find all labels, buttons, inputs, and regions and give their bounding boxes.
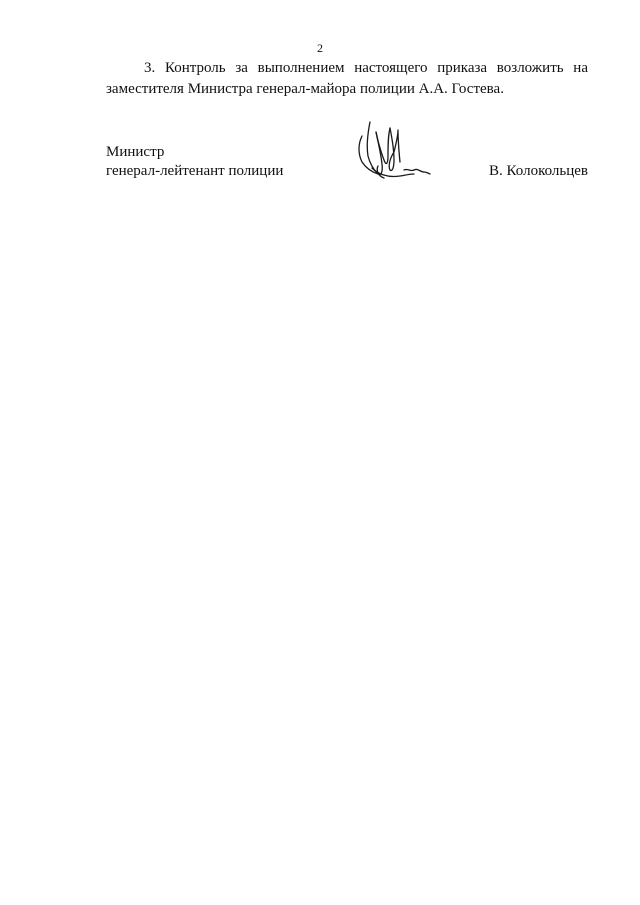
signatory-position: Министр [106,144,165,160]
signatory-name: В. Колокольцев [489,163,588,179]
handwritten-signature [348,118,432,184]
signatory-title [106,143,283,181]
signatory-rank: генерал-лейтенант полиции [106,163,284,179]
order-paragraph: 3. Контроль за выполнением настоящего приказа возложить на заместителя Министра генерал-майора полиции А.А. Гостева. [106,60,588,97]
page-number: 2 [317,41,323,55]
